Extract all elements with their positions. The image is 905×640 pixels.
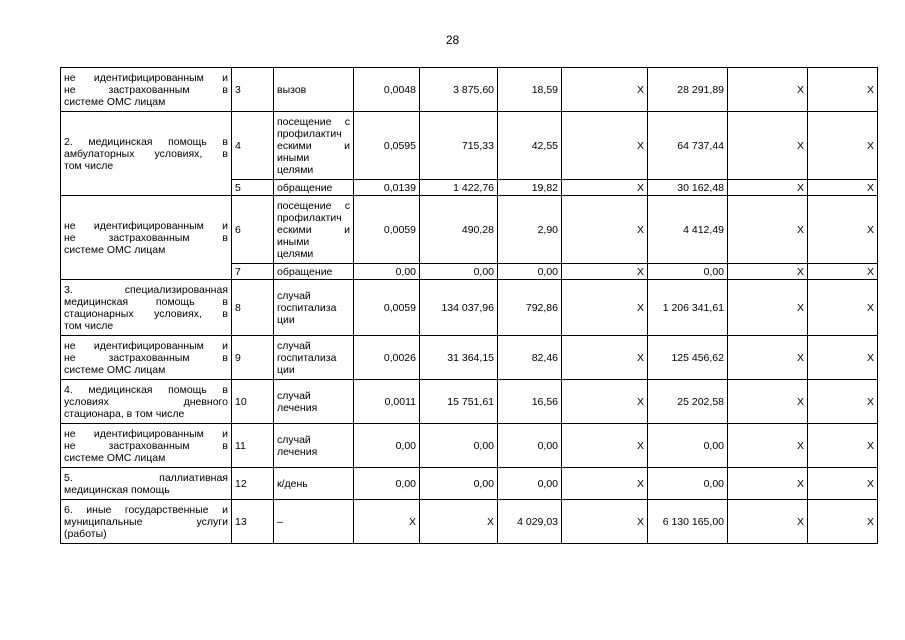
per-capita-cell: 0,00 — [498, 264, 562, 280]
unit-line: ции — [277, 363, 295, 376]
x-cell: X — [728, 112, 808, 180]
x-cell: X — [562, 196, 648, 264]
service-name-line: системе ОМС лицам — [64, 243, 166, 256]
x-cell: X — [562, 468, 648, 500]
per-capita-cell: 18,59 — [498, 68, 562, 112]
table-row — [61, 336, 878, 380]
service-name-line: не застрахованным в — [64, 83, 228, 96]
unit-cell — [274, 180, 354, 196]
service-name-cell — [61, 112, 232, 196]
row-code-cell: 3 — [232, 68, 274, 112]
unit-line: – — [277, 515, 283, 528]
unit-line: госпитализа — [277, 301, 337, 314]
unit-cell — [274, 424, 354, 468]
x-cell: X — [728, 68, 808, 112]
unit-line: целями — [277, 247, 314, 260]
table-row — [61, 500, 878, 544]
unit-cell — [274, 468, 354, 500]
row-code-cell: 10 — [232, 380, 274, 424]
unit-line: к/день — [277, 477, 308, 490]
unit-line: целями — [277, 163, 314, 176]
total-cell: 0,00 — [648, 468, 728, 500]
service-name-line: не идентифицированным и — [64, 339, 228, 352]
cost-cell: 715,33 — [420, 112, 498, 180]
unit-cell — [274, 500, 354, 544]
x-cell: X — [562, 180, 648, 196]
service-name-line: 3. специализированная — [64, 283, 228, 296]
unit-line: обращение — [277, 181, 333, 194]
service-name-line: 5. паллиативная — [64, 471, 228, 484]
x-cell: X — [808, 196, 878, 264]
page-number: 28 — [445, 33, 460, 47]
x-cell: X — [562, 500, 648, 544]
service-name-cell — [61, 280, 232, 336]
row-code-cell: 11 — [232, 424, 274, 468]
unit-line: профилактич — [277, 127, 342, 140]
per-capita-cell: 19,82 — [498, 180, 562, 196]
per-capita-cell: 82,46 — [498, 336, 562, 380]
norm-cell: 0,0139 — [354, 180, 420, 196]
cost-cell: 31 364,15 — [420, 336, 498, 380]
service-name-line: не идентифицированным и — [64, 219, 228, 232]
service-name-cell — [61, 68, 232, 112]
x-cell: X — [808, 380, 878, 424]
unit-cell — [274, 336, 354, 380]
service-name-cell — [61, 500, 232, 544]
table-row — [61, 68, 878, 112]
x-cell: X — [728, 264, 808, 280]
service-name-line: муниципальные услуги — [64, 515, 228, 528]
unit-cell — [274, 196, 354, 264]
unit-line: вызов — [277, 83, 307, 96]
total-cell: 28 291,89 — [648, 68, 728, 112]
row-code-cell: 6 — [232, 196, 274, 264]
norm-cell: X — [354, 500, 420, 544]
x-cell: X — [562, 264, 648, 280]
service-name-line: амбулаторных условиях, в — [64, 147, 228, 160]
service-name-line: системе ОМС лицам — [64, 363, 166, 376]
unit-line: посещение с — [277, 199, 350, 212]
cost-cell: 0,00 — [420, 264, 498, 280]
table-row — [61, 424, 878, 468]
unit-cell — [274, 280, 354, 336]
service-name-cell — [61, 336, 232, 380]
cost-cell: 0,00 — [420, 468, 498, 500]
norm-cell: 0,00 — [354, 264, 420, 280]
row-code-cell: 9 — [232, 336, 274, 380]
total-cell: 64 737,44 — [648, 112, 728, 180]
service-name-line: не застрахованным в — [64, 439, 228, 452]
cost-cell: 3 875,60 — [420, 68, 498, 112]
per-capita-cell: 0,00 — [498, 424, 562, 468]
row-code-cell: 7 — [232, 264, 274, 280]
x-cell: X — [808, 112, 878, 180]
x-cell: X — [728, 424, 808, 468]
service-name-cell — [61, 468, 232, 500]
service-name-line: (работы) — [64, 527, 107, 540]
norm-cell: 0,0059 — [354, 280, 420, 336]
norm-cell: 0,00 — [354, 424, 420, 468]
service-name-cell — [61, 196, 232, 280]
x-cell: X — [808, 264, 878, 280]
cost-cell: X — [420, 500, 498, 544]
unit-line: иными — [277, 235, 310, 248]
x-cell: X — [728, 336, 808, 380]
x-cell: X — [808, 280, 878, 336]
norm-cell: 0,0059 — [354, 196, 420, 264]
service-name-line: не застрахованным в — [64, 231, 228, 244]
service-name-line: не идентифицированным и — [64, 427, 228, 440]
table-row — [61, 380, 878, 424]
per-capita-cell: 2,90 — [498, 196, 562, 264]
total-cell: 0,00 — [648, 424, 728, 468]
service-name-line: условиях дневного — [64, 395, 228, 408]
unit-line: лечения — [277, 401, 318, 414]
unit-cell — [274, 380, 354, 424]
table-row — [61, 468, 878, 500]
cost-cell: 134 037,96 — [420, 280, 498, 336]
row-code-cell: 8 — [232, 280, 274, 336]
x-cell: X — [808, 424, 878, 468]
x-cell: X — [808, 336, 878, 380]
x-cell: X — [562, 424, 648, 468]
x-cell: X — [562, 68, 648, 112]
unit-cell — [274, 112, 354, 180]
x-cell: X — [808, 468, 878, 500]
total-cell: 30 162,48 — [648, 180, 728, 196]
unit-line: иными — [277, 151, 310, 164]
unit-line: госпитализа — [277, 351, 337, 364]
row-code-cell: 12 — [232, 468, 274, 500]
x-cell: X — [728, 468, 808, 500]
norm-cell: 0,0595 — [354, 112, 420, 180]
unit-cell — [274, 264, 354, 280]
norm-cell: 0,0011 — [354, 380, 420, 424]
per-capita-cell: 0,00 — [498, 468, 562, 500]
service-name-line: стационарных условиях, в — [64, 307, 228, 320]
row-code-cell: 13 — [232, 500, 274, 544]
service-name-line: системе ОМС лицам — [64, 95, 166, 108]
norm-cell: 0,0048 — [354, 68, 420, 112]
x-cell: X — [562, 280, 648, 336]
cost-cell: 490,28 — [420, 196, 498, 264]
total-cell: 125 456,62 — [648, 336, 728, 380]
service-name-line: том числе — [64, 319, 114, 332]
per-capita-cell: 792,86 — [498, 280, 562, 336]
cost-cell: 1 422,76 — [420, 180, 498, 196]
cost-cell: 15 751,61 — [420, 380, 498, 424]
service-name-line: том числе — [64, 159, 114, 172]
per-capita-cell: 4 029,03 — [498, 500, 562, 544]
service-name-line: 6. иные государственные и — [64, 503, 228, 516]
service-name-line: стационара, в том числе — [64, 407, 185, 420]
total-cell: 0,00 — [648, 264, 728, 280]
total-cell: 25 202,58 — [648, 380, 728, 424]
x-cell: X — [728, 180, 808, 196]
x-cell: X — [562, 336, 648, 380]
x-cell: X — [808, 180, 878, 196]
x-cell: X — [808, 68, 878, 112]
total-cell: 4 412,49 — [648, 196, 728, 264]
service-name-cell — [61, 380, 232, 424]
service-name-line: медицинская помощь в — [64, 295, 228, 308]
unit-line: случай — [277, 389, 311, 402]
service-name-line: не идентифицированным и — [64, 71, 228, 84]
unit-line: ескими и — [277, 139, 350, 152]
x-cell: X — [562, 380, 648, 424]
norm-cell: 0,00 — [354, 468, 420, 500]
service-name-line: 2. медицинская помощь в — [64, 135, 228, 148]
table-row — [61, 196, 878, 264]
x-cell: X — [728, 280, 808, 336]
total-cell: 6 130 165,00 — [648, 500, 728, 544]
unit-line: случай — [277, 339, 311, 352]
per-capita-cell: 42,55 — [498, 112, 562, 180]
service-name-line: 4. медицинская помощь в — [64, 383, 228, 396]
table-row — [61, 112, 878, 180]
row-code-cell: 5 — [232, 180, 274, 196]
x-cell: X — [562, 112, 648, 180]
cost-cell: 0,00 — [420, 424, 498, 468]
unit-line: случай — [277, 289, 311, 302]
x-cell: X — [728, 500, 808, 544]
x-cell: X — [728, 196, 808, 264]
unit-line: ескими и — [277, 223, 350, 236]
service-name-line: системе ОМС лицам — [64, 451, 166, 464]
x-cell: X — [808, 500, 878, 544]
norm-cell: 0,0026 — [354, 336, 420, 380]
x-cell: X — [728, 380, 808, 424]
table-row — [61, 280, 878, 336]
unit-line: посещение с — [277, 115, 350, 128]
per-capita-cell: 16,56 — [498, 380, 562, 424]
service-name-line: не застрахованным в — [64, 351, 228, 364]
service-name-cell — [61, 424, 232, 468]
service-name-line: медицинская помощь — [64, 483, 170, 496]
unit-line: ции — [277, 313, 295, 326]
unit-line: случай — [277, 433, 311, 446]
unit-line: лечения — [277, 445, 318, 458]
unit-cell — [274, 68, 354, 112]
unit-line: обращение — [277, 265, 333, 278]
row-code-cell: 4 — [232, 112, 274, 180]
total-cell: 1 206 341,61 — [648, 280, 728, 336]
financing-table — [60, 67, 878, 544]
unit-line: профилактич — [277, 211, 342, 224]
